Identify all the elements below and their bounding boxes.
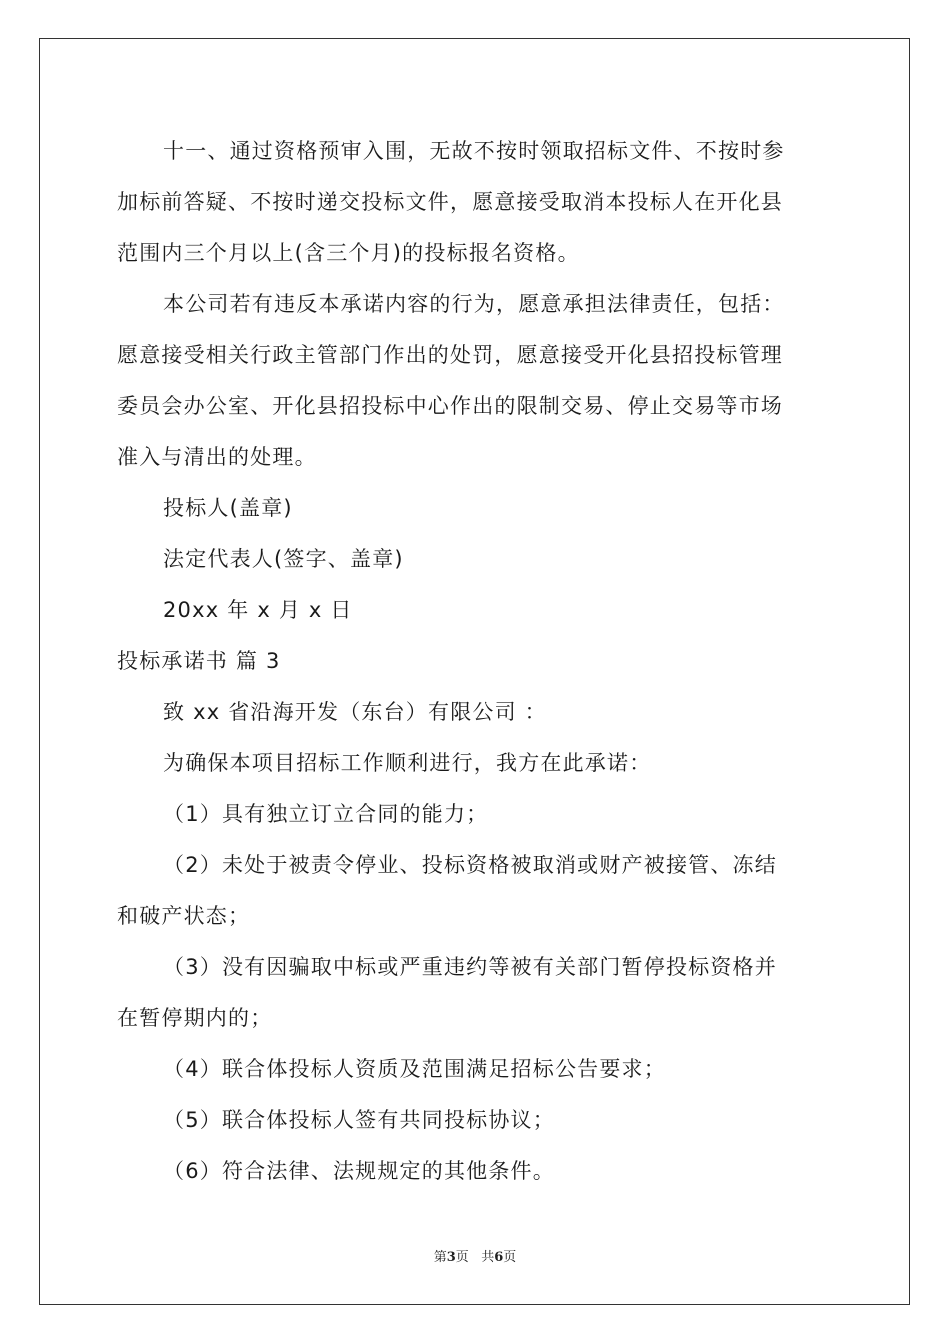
text-line: 愿意接受相关行政主管部门作出的处罚，愿意接受开化县招投标管理 <box>117 343 783 367</box>
addressee-line: 致 xx 省沿海开发（东台）有限公司 ： <box>163 700 547 724</box>
text-line: 在暂停期内的； <box>117 1006 273 1030</box>
footer-suffix: 页 <box>503 1250 517 1265</box>
document-body <box>117 126 837 1197</box>
list-item: （1）具有独立订立合同的能力； <box>163 802 489 826</box>
text-line: 和破产状态； <box>117 904 251 928</box>
text-line: 十一、通过资格预审入围，无故不按时领取招标文件、不按时参 <box>163 139 785 163</box>
text-line: 范围内三个月以上(含三个月)的投标报名资格。 <box>117 241 580 265</box>
list-item: （5）联合体投标人签有共同投标协议； <box>163 1108 555 1132</box>
current-page-number: 3 <box>446 1250 456 1265</box>
list-item: （4）联合体投标人资质及范围满足招标公告要求； <box>163 1057 666 1081</box>
text-line: 为确保本项目招标工作顺利进行，我方在此承诺： <box>163 751 652 775</box>
page-footer <box>0 1246 950 1265</box>
text-line: 准入与清出的处理。 <box>117 445 317 469</box>
footer-mid: 页 共 <box>455 1250 495 1265</box>
total-page-number: 6 <box>494 1250 504 1265</box>
legal-rep-line: 法定代表人(签字、盖章) <box>163 547 404 571</box>
list-item: （3）没有因骗取中标或严重违约等被有关部门暂停投标资格并 <box>163 955 777 979</box>
text-line: 加标前答疑、不按时递交投标文件，愿意接受取消本投标人在开化县 <box>117 190 783 214</box>
text-line: 委员会办公室、开化县招投标中心作出的限制交易、停止交易等市场 <box>117 394 783 418</box>
bidder-seal-line: 投标人(盖章) <box>163 496 293 520</box>
date-line: 20xx 年 x 月 x 日 <box>163 598 353 622</box>
footer-prefix: 第 <box>433 1250 447 1265</box>
list-item: （2）未处于被责令停业、投标资格被取消或财产被接管、冻结 <box>163 853 777 877</box>
section-heading: 投标承诺书 篇 3 <box>117 649 281 673</box>
list-item: （6）符合法律、法规规定的其他条件。 <box>163 1159 555 1183</box>
text-line: 本公司若有违反本承诺内容的行为，愿意承担法律责任，包括： <box>163 292 785 316</box>
